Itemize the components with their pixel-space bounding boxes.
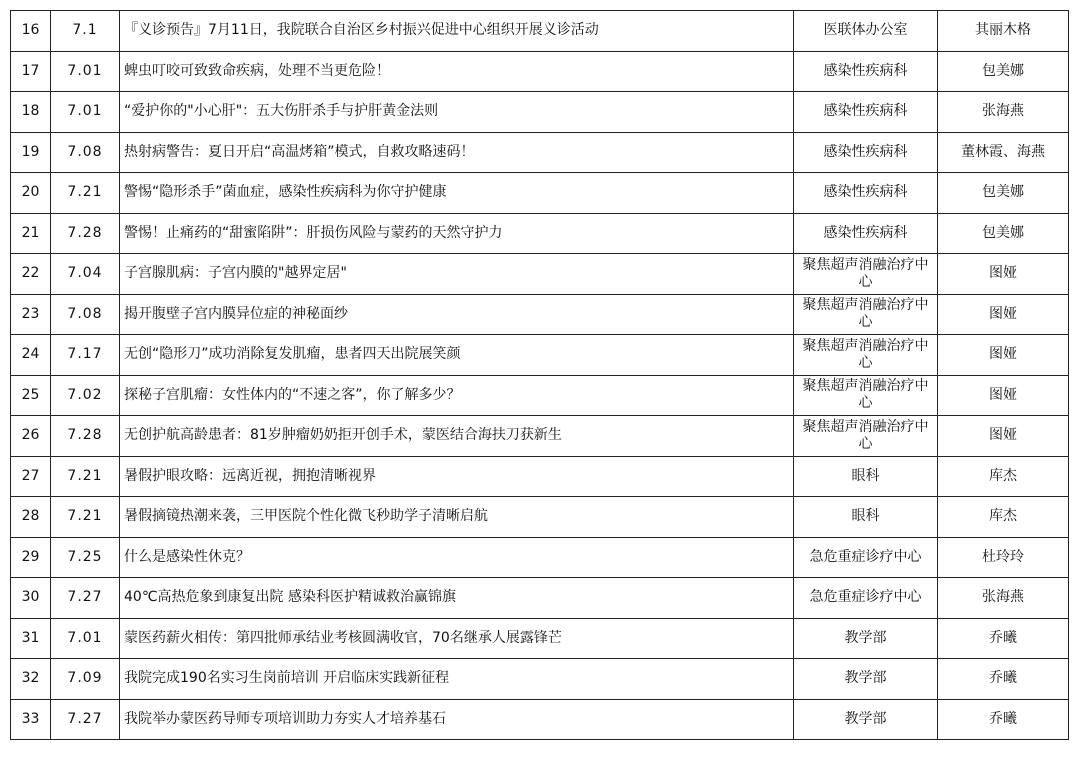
author-cell: 乔曦 [938,618,1069,659]
date-cell: 7.27 [51,699,120,740]
row-number-cell: 25 [11,375,51,416]
author-cell: 图娅 [938,416,1069,457]
author-cell: 图娅 [938,294,1069,335]
date-cell: 7.04 [51,254,120,295]
date-cell: 7.28 [51,416,120,457]
row-number-cell: 26 [11,416,51,457]
author-cell: 包美娜 [938,173,1069,214]
row-number-cell: 28 [11,497,51,538]
date-cell: 7.08 [51,132,120,173]
row-number-cell: 16 [11,11,51,52]
title-cell: 什么是感染性休克？ [120,537,794,578]
date-cell: 7.09 [51,659,120,700]
table-row [11,11,1069,52]
date-cell: 7.01 [51,51,120,92]
department-cell: 急危重症诊疗中心 [794,578,938,619]
department-cell: 感染性疾病科 [794,213,938,254]
title-cell: 热射病警告：夏日开启“高温烤箱”模式，自救攻略速码！ [120,132,794,173]
date-cell: 7.08 [51,294,120,335]
table-row [11,375,1069,416]
table-row [11,497,1069,538]
row-number-cell: 30 [11,578,51,619]
title-cell: 揭开腹壁子宫内膜异位症的神秘面纱 [120,294,794,335]
title-cell: 蒙医药薪火相传：第四批师承结业考核圆满收官，70名继承人展露锋芒 [120,618,794,659]
department-cell: 教学部 [794,699,938,740]
department-cell: 眼科 [794,456,938,497]
author-cell: 库杰 [938,456,1069,497]
title-cell: 我院举办蒙医药导师专项培训助力夯实人才培养基石 [120,699,794,740]
row-number-cell: 22 [11,254,51,295]
department-cell: 聚焦超声消融治疗中心 [794,294,938,335]
row-number-cell: 17 [11,51,51,92]
title-cell: 蜱虫叮咬可致致命疾病，处理不当更危险！ [120,51,794,92]
table-row [11,132,1069,173]
title-cell: 警惕！止痛药的“甜蜜陷阱”：肝损伤风险与蒙药的天然守护力 [120,213,794,254]
table-row [11,699,1069,740]
date-cell: 7.21 [51,456,120,497]
title-cell: 探秘子宫肌瘤：女性体内的“不速之客”，你了解多少？ [120,375,794,416]
row-number-cell: 21 [11,213,51,254]
date-cell: 7.02 [51,375,120,416]
date-cell: 7.01 [51,618,120,659]
article-table-container [10,10,1068,740]
title-cell: 无创护航高龄患者：81岁肿瘤奶奶拒开创手术，蒙医结合海扶刀获新生 [120,416,794,457]
author-cell: 张海燕 [938,92,1069,133]
date-cell: 7.21 [51,497,120,538]
date-cell: 7.28 [51,213,120,254]
title-cell: 无创“隐形刀”成功消除复发肌瘤，患者四天出院展笑颜 [120,335,794,376]
author-cell: 乔曦 [938,699,1069,740]
department-cell: 教学部 [794,659,938,700]
title-cell: 暑假摘镜热潮来袭，三甲医院个性化微飞秒助学子清晰启航 [120,497,794,538]
table-row [11,335,1069,376]
author-cell: 包美娜 [938,213,1069,254]
title-cell: 40℃高热危象到康复出院 感染科医护精诚救治赢锦旗 [120,578,794,619]
author-cell: 图娅 [938,375,1069,416]
table-row [11,173,1069,214]
title-cell: 暑假护眼攻略：远离近视，拥抱清晰视界 [120,456,794,497]
department-cell: 教学部 [794,618,938,659]
table-row [11,578,1069,619]
title-cell: 『义诊预告』7月11日，我院联合自治区乡村振兴促进中心组织开展义诊活动 [120,11,794,52]
date-cell: 7.1 [51,11,120,52]
department-cell: 聚焦超声消融治疗中心 [794,416,938,457]
date-cell: 7.01 [51,92,120,133]
row-number-cell: 20 [11,173,51,214]
table-row [11,213,1069,254]
title-cell: 警惕“隐形杀手”菌血症，感染性疾病科为你守护健康 [120,173,794,214]
date-cell: 7.27 [51,578,120,619]
row-number-cell: 33 [11,699,51,740]
row-number-cell: 23 [11,294,51,335]
author-cell: 乔曦 [938,659,1069,700]
author-cell: 图娅 [938,254,1069,295]
department-cell: 感染性疾病科 [794,173,938,214]
author-cell: 张海燕 [938,578,1069,619]
title-cell: 我院完成190名实习生岗前培训 开启临床实践新征程 [120,659,794,700]
row-number-cell: 29 [11,537,51,578]
author-cell: 杜玲玲 [938,537,1069,578]
table-row [11,618,1069,659]
department-cell: 感染性疾病科 [794,51,938,92]
table-row [11,537,1069,578]
title-cell: 子宫腺肌病：子宫内膜的"越界定居" [120,254,794,295]
department-cell: 聚焦超声消融治疗中心 [794,254,938,295]
author-cell: 其丽木格 [938,11,1069,52]
row-number-cell: 24 [11,335,51,376]
table-row [11,456,1069,497]
row-number-cell: 31 [11,618,51,659]
date-cell: 7.21 [51,173,120,214]
title-cell: “爱护你的"小心肝"：五大伤肝杀手与护肝黄金法则 [120,92,794,133]
table-row [11,254,1069,295]
table-row [11,294,1069,335]
department-cell: 聚焦超声消融治疗中心 [794,375,938,416]
department-cell: 眼科 [794,497,938,538]
department-cell: 感染性疾病科 [794,132,938,173]
table-row [11,659,1069,700]
row-number-cell: 18 [11,92,51,133]
department-cell: 聚焦超声消融治疗中心 [794,335,938,376]
date-cell: 7.25 [51,537,120,578]
date-cell: 7.17 [51,335,120,376]
author-cell: 董林霞、海燕 [938,132,1069,173]
table-row [11,416,1069,457]
department-cell: 感染性疾病科 [794,92,938,133]
department-cell: 急危重症诊疗中心 [794,537,938,578]
author-cell: 库杰 [938,497,1069,538]
article-table [10,10,1069,740]
author-cell: 图娅 [938,335,1069,376]
department-cell: 医联体办公室 [794,11,938,52]
table-body [11,11,1069,740]
row-number-cell: 27 [11,456,51,497]
row-number-cell: 19 [11,132,51,173]
row-number-cell: 32 [11,659,51,700]
table-row [11,51,1069,92]
table-row [11,92,1069,133]
author-cell: 包美娜 [938,51,1069,92]
